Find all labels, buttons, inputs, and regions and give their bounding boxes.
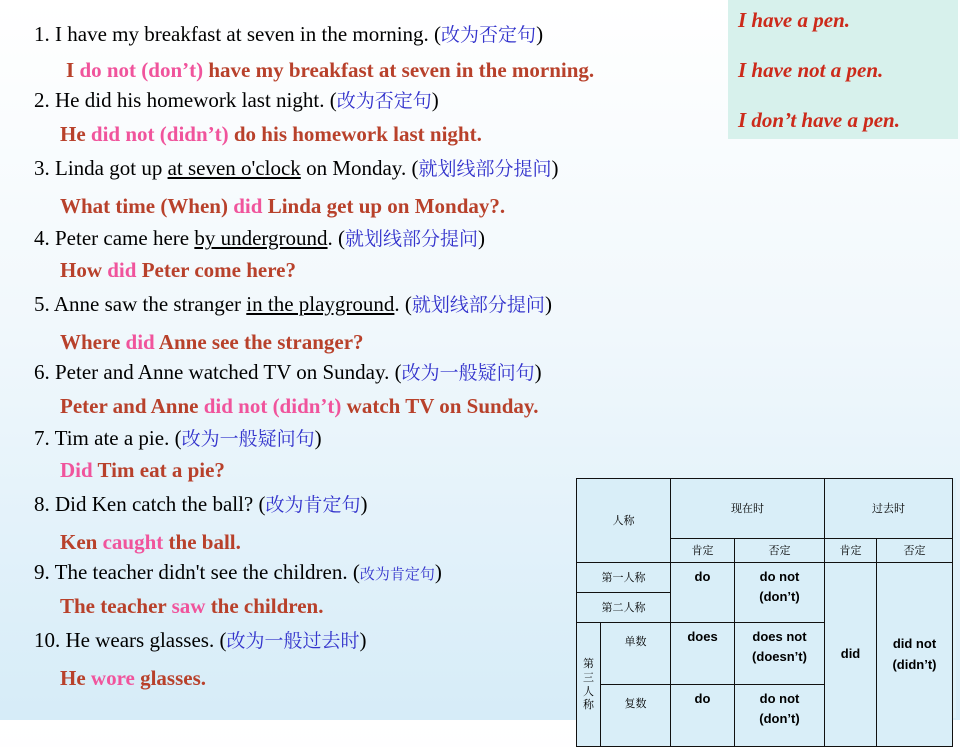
exercise-text: 10. He wears glasses. ( bbox=[34, 628, 227, 652]
answer-verb-highlight: caught bbox=[102, 530, 164, 554]
exercise-2 bbox=[34, 86, 439, 113]
do-conjugation-table bbox=[576, 478, 953, 747]
exercise-close-paren: ) bbox=[551, 156, 559, 180]
exercise-close-paren: ) bbox=[536, 22, 544, 46]
exercise-1 bbox=[34, 20, 543, 47]
answer-text: do his homework last night. bbox=[228, 122, 482, 146]
answer-text: the children. bbox=[205, 594, 324, 618]
exercise-10 bbox=[34, 626, 366, 653]
underlined-phrase: by underground bbox=[194, 226, 328, 250]
row-singular: 单数 bbox=[601, 623, 671, 685]
cell-did-not-full: did not bbox=[892, 636, 937, 652]
underlined-phrase: at seven o'clock bbox=[167, 156, 301, 180]
answer-verb-highlight: saw bbox=[171, 594, 206, 618]
exercise-9 bbox=[34, 560, 442, 585]
cell-dont: (don’t) bbox=[759, 589, 800, 605]
answer-10 bbox=[60, 666, 206, 691]
exercise-close-paren: ) bbox=[544, 292, 552, 316]
header-present-negative: 否定 bbox=[735, 539, 825, 563]
answer-text: Peter come here? bbox=[136, 258, 297, 282]
exercise-close-paren: ) bbox=[359, 628, 367, 652]
exercise-close-paren: ) bbox=[434, 560, 442, 584]
exercise-text: 1. I have my breakfast at seven in the morning. ( bbox=[34, 22, 442, 46]
header-person: 人称 bbox=[577, 479, 671, 563]
row-second-person: 第二人称 bbox=[577, 593, 671, 623]
exercise-6 bbox=[34, 358, 542, 385]
third-person-label: 第 三 人 称 bbox=[583, 657, 594, 712]
exercise-instruction: 就划线部分提问 bbox=[411, 294, 545, 316]
answer-text: He bbox=[60, 666, 91, 690]
exercise-5 bbox=[34, 290, 552, 317]
cell-didnt: (didn’t) bbox=[892, 656, 937, 672]
note-line-3: I don’t have a pen. bbox=[738, 108, 900, 132]
row-first-person: 第一人称 bbox=[577, 563, 671, 593]
exercise-text: 9. The teacher didn't see the children. ( bbox=[34, 560, 360, 584]
answer-text: Tim eat a pie? bbox=[92, 458, 225, 482]
exercise-7 bbox=[34, 424, 322, 451]
answer-4 bbox=[60, 258, 296, 283]
exercise-close-paren: ) bbox=[314, 426, 322, 450]
answer-verb-highlight: did not (didn’t) bbox=[203, 394, 342, 418]
exercise-close-paren: ) bbox=[478, 226, 486, 250]
underlined-phrase: in the playground bbox=[246, 292, 395, 316]
have-negation-note bbox=[728, 0, 958, 139]
cell-did-not bbox=[877, 563, 953, 747]
note-line-1: I have a pen. bbox=[738, 8, 850, 32]
cell-do-not-plural bbox=[735, 685, 825, 747]
cell-does-not-full: does not bbox=[752, 629, 807, 644]
exercise-instruction: 改为否定句 bbox=[441, 24, 537, 46]
answer-text: How bbox=[60, 258, 108, 282]
answer-text: glasses. bbox=[134, 666, 207, 690]
answer-2 bbox=[60, 122, 482, 147]
exercise-3 bbox=[34, 154, 558, 181]
exercise-instruction: 就划线部分提问 bbox=[345, 228, 479, 250]
exercise-text-after: . ( bbox=[327, 226, 346, 250]
exercise-8 bbox=[34, 490, 368, 517]
exercise-instruction: 改为一般疑问句 bbox=[181, 428, 315, 450]
answer-6 bbox=[60, 394, 538, 419]
answer-text: have my breakfast at seven in the morning. bbox=[203, 58, 595, 82]
answer-text: Anne see the stranger? bbox=[154, 330, 364, 354]
exercise-text: 2. He did his homework last night. ( bbox=[34, 88, 337, 112]
answer-text: He bbox=[60, 122, 91, 146]
answer-text: Where bbox=[60, 330, 126, 354]
exercise-close-paren: ) bbox=[431, 88, 439, 112]
cell-did: did bbox=[825, 563, 877, 747]
answer-7 bbox=[60, 458, 225, 483]
cell-do: do bbox=[671, 563, 735, 623]
exercise-instruction: 就划线部分提问 bbox=[418, 158, 552, 180]
exercise-instruction: 改为一般过去时 bbox=[226, 630, 360, 652]
exercise-text: 7. Tim ate a pie. ( bbox=[34, 426, 182, 450]
row-plural: 复数 bbox=[601, 685, 671, 747]
exercise-text: 8. Did Ken catch the ball? ( bbox=[34, 492, 266, 516]
exercise-text: 4. Peter came here bbox=[34, 226, 195, 250]
conjugation-table-panel bbox=[576, 478, 956, 727]
header-past-negative: 否定 bbox=[877, 539, 953, 563]
answer-8 bbox=[60, 530, 241, 555]
exercise-text: 5. Anne saw the stranger bbox=[34, 292, 247, 316]
exercise-instruction: 改为否定句 bbox=[336, 90, 432, 112]
answer-verb-highlight: do not (don’t) bbox=[79, 58, 204, 82]
note-line-2: I have not a pen. bbox=[738, 58, 884, 82]
answer-3 bbox=[60, 194, 505, 219]
exercise-text-after: . ( bbox=[394, 292, 412, 316]
exercise-instruction: 改为一般疑问句 bbox=[401, 362, 535, 384]
cell-do-plural: do bbox=[671, 685, 735, 747]
exercise-close-paren: ) bbox=[360, 492, 368, 516]
answer-verb-highlight: did bbox=[107, 258, 137, 282]
answer-text: the ball. bbox=[163, 530, 241, 554]
answer-text: Linda get up on Monday?. bbox=[262, 194, 506, 218]
answer-verb-highlight: did not (didn’t) bbox=[90, 122, 229, 146]
exercise-text-after: on Monday. ( bbox=[300, 156, 419, 180]
cell-do-not-full: do not bbox=[759, 569, 800, 584]
cell-does: does bbox=[671, 623, 735, 685]
answer-text: watch TV on Sunday. bbox=[341, 394, 539, 418]
exercise-close-paren: ) bbox=[534, 360, 542, 384]
cell-do-not-plural-full: do not bbox=[759, 691, 800, 706]
cell-does-not bbox=[735, 623, 825, 685]
cell-doesnt: (doesn’t) bbox=[752, 649, 807, 665]
answer-text: What time (When) bbox=[60, 194, 234, 218]
header-past-affirmative: 肯定 bbox=[825, 539, 877, 563]
answer-verb-highlight: did bbox=[233, 194, 263, 218]
answer-5 bbox=[60, 330, 364, 355]
header-past: 过去时 bbox=[825, 479, 953, 539]
answer-text: The teacher bbox=[60, 594, 172, 618]
answer-text: Ken bbox=[60, 530, 103, 554]
exercise-instruction: 改为肯定句 bbox=[265, 494, 361, 516]
cell-dont-plural: (don’t) bbox=[759, 711, 800, 727]
cell-do-not bbox=[735, 563, 825, 623]
answer-9 bbox=[60, 594, 323, 619]
answer-verb-highlight: did bbox=[125, 330, 155, 354]
exercise-instruction: 改为肯定句 bbox=[359, 565, 435, 583]
answer-1 bbox=[66, 58, 594, 83]
answer-text: Peter and Anne bbox=[60, 394, 204, 418]
exercise-4 bbox=[34, 224, 485, 251]
answer-verb-highlight: Did bbox=[60, 458, 93, 482]
answer-text: I bbox=[66, 58, 80, 82]
header-present-affirmative: 肯定 bbox=[671, 539, 735, 563]
exercise-text: 6. Peter and Anne watched TV on Sunday. ( bbox=[34, 360, 402, 384]
row-third-person bbox=[577, 623, 601, 747]
answer-verb-highlight: wore bbox=[90, 666, 135, 690]
exercise-text: 3. Linda got up bbox=[34, 156, 168, 180]
header-present: 现在时 bbox=[671, 479, 825, 539]
